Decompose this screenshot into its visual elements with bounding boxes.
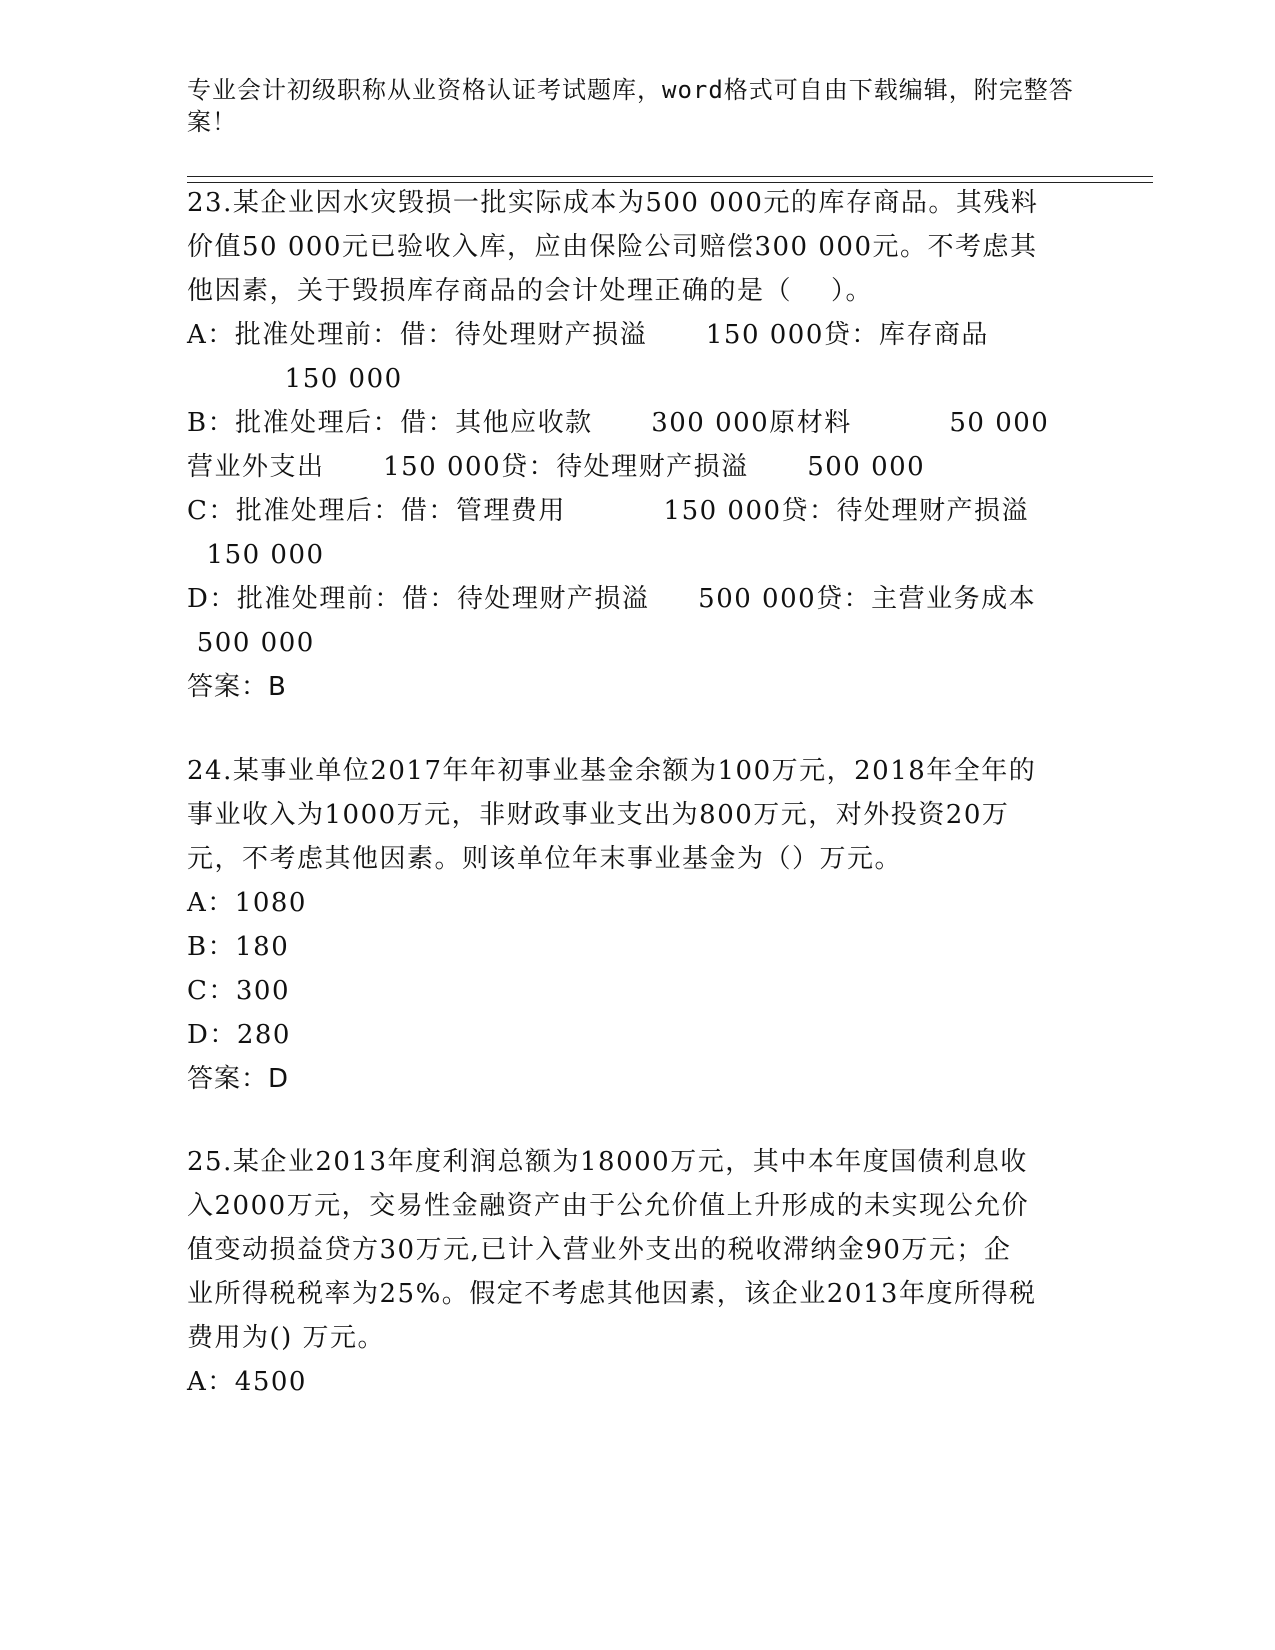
answer-label: 答案：B xyxy=(187,672,287,702)
option-a: 150 000 xyxy=(187,364,403,394)
option-c: 150 000 xyxy=(187,540,325,570)
option-b: B：180 xyxy=(187,932,290,962)
option-a: A：批准处理前：借：待处理财产损溢 150 000贷：库存商品 xyxy=(187,320,989,350)
option-d: D：280 xyxy=(187,1020,291,1050)
question-text: 费用为() 万元。 xyxy=(187,1323,386,1353)
question-text: 他因素，关于毁损库存商品的会计处理正确的是（ ）。 xyxy=(187,276,874,306)
option-d: 500 000 xyxy=(187,628,315,658)
option-b: 营业外支出 150 000贷：待处理财产损溢 500 000 xyxy=(187,452,926,482)
option-b: B：批准处理后：借：其他应收款 300 000原材料 50 000 xyxy=(187,408,1050,438)
option-c: C：300 xyxy=(187,976,291,1006)
question-text: 业所得税税率为25%。假定不考虑其他因素，该企业2013年度所得税 xyxy=(187,1279,1037,1309)
question-text: 值变动损益贷方30万元,已计入营业外支出的税收滞纳金90万元；企 xyxy=(187,1235,1012,1265)
header-line: 案！ xyxy=(187,108,237,136)
page-header xyxy=(187,74,1077,138)
option-c: C：批准处理后：借：管理费用 150 000贷：待处理财产损溢 xyxy=(187,496,1030,526)
option-d: D：批准处理前：借：待处理财产损溢 500 000贷：主营业务成本 xyxy=(187,584,1037,614)
question-text: 24.某事业单位2017年年初事业基金余额为100万元，2018年全年的 xyxy=(187,756,1037,786)
question-text: 25.某企业2013年度利润总额为18000万元，其中本年度国债利息收 xyxy=(187,1147,1028,1177)
question-text: 23.某企业因水灾毁损一批实际成本为500 000元的库存商品。其残料 xyxy=(187,188,1039,218)
answer-label: 答案：D xyxy=(187,1064,290,1094)
question-text: 元，不考虑其他因素。则该单位年末事业基金为（）万元。 xyxy=(187,844,903,874)
option-a: A：1080 xyxy=(187,888,307,918)
header-line: 专业会计初级职称从业资格认证考试题库，word格式可自由下载编辑，附完整答 xyxy=(187,76,1074,104)
question-text: 价值50 000元已验收入库，应由保险公司赔偿300 000元。不考虑其 xyxy=(187,232,1038,262)
header-divider xyxy=(187,176,1153,177)
question-text: 入2000万元，交易性金融资产由于公允价值上升形成的未实现公允价 xyxy=(187,1191,1030,1221)
question-text: 事业收入为1000万元，非财政事业支出为800万元，对外投资20万 xyxy=(187,800,1010,830)
option-a: A：4500 xyxy=(187,1367,307,1397)
